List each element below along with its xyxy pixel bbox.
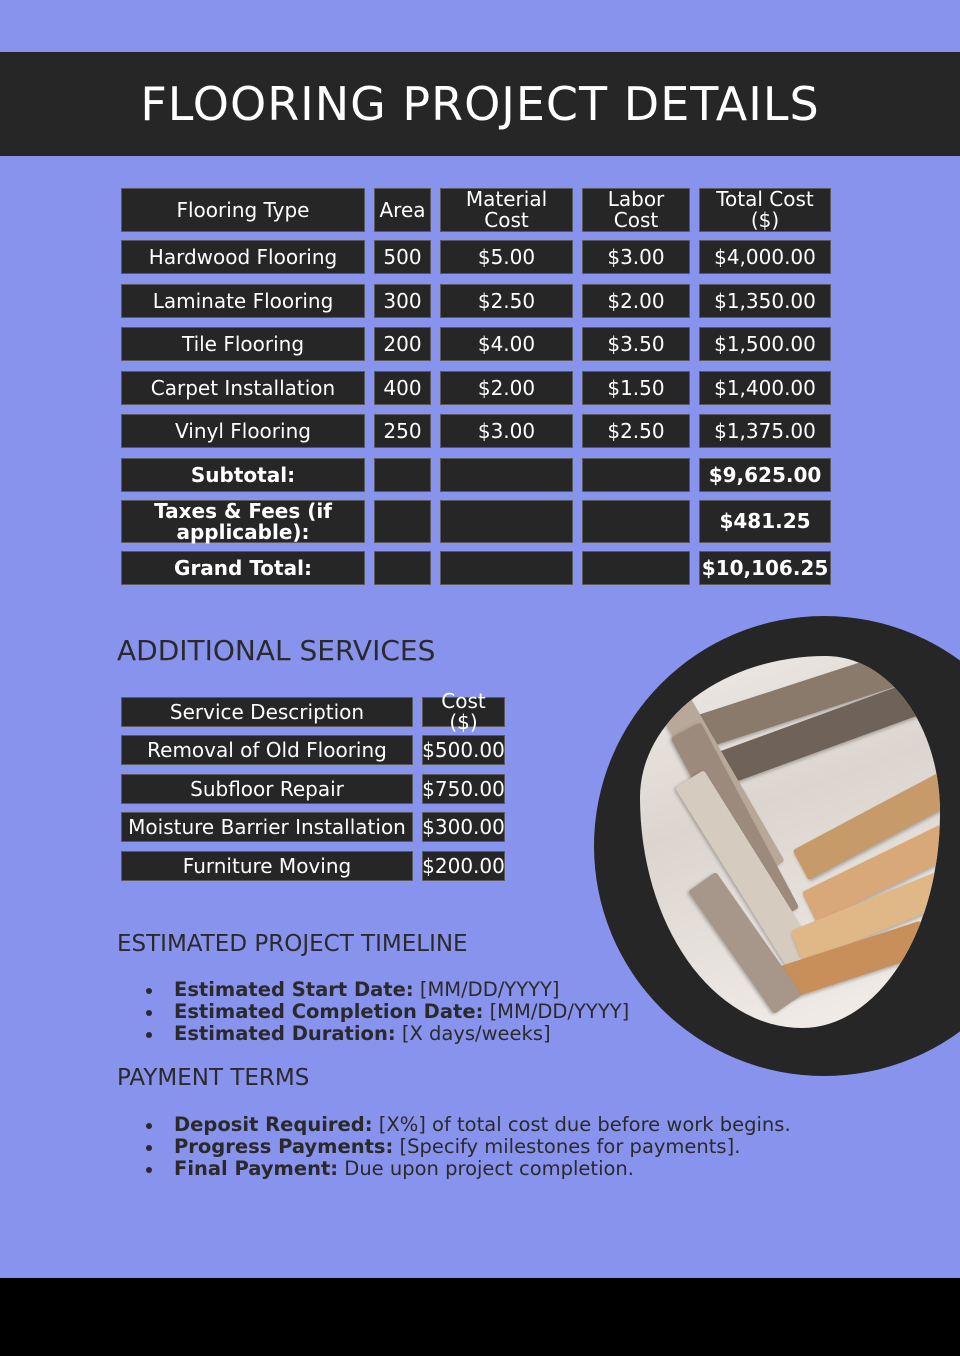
table-cell-labor: $2.50: [582, 414, 690, 448]
item-value: [X%] of total cost due before work begins.: [372, 1113, 791, 1136]
page-title: FLOORING PROJECT DETAILS: [140, 77, 820, 131]
taxes-value: $481.25: [699, 500, 831, 543]
table-cell-labor: $2.00: [582, 284, 690, 318]
col-header-cost: Cost ($): [422, 697, 505, 727]
table-cell-total: $1,375.00: [699, 414, 831, 448]
grand-total-label: Grand Total:: [121, 551, 365, 585]
table-cell-material: $5.00: [440, 240, 573, 274]
subtotal-value: $9,625.00: [699, 458, 831, 492]
table-cell-material: $2.00: [440, 371, 573, 405]
taxes-label: Taxes & Fees (if applicable):: [121, 500, 365, 543]
empty-cell: [582, 458, 690, 492]
table-cell-type: Laminate Flooring: [121, 284, 365, 318]
footer-band: [0, 1278, 960, 1356]
table-cell-material: $3.00: [440, 414, 573, 448]
table-cell-material: $2.50: [440, 284, 573, 318]
section-title-payment-terms: PAYMENT TERMS: [117, 1065, 310, 1091]
item-label: Progress Payments:: [174, 1135, 394, 1158]
list-item: [117, 979, 629, 1001]
table-cell-cost: $200.00: [422, 851, 505, 881]
item-value: [MM/DD/YYYY]: [483, 1000, 630, 1023]
empty-cell: [374, 458, 431, 492]
title-banner: [0, 52, 960, 156]
list-item: [117, 1114, 791, 1136]
table-cell-area: 300: [374, 284, 431, 318]
item-value: Due upon project completion.: [338, 1157, 634, 1180]
item-value: [X days/weeks]: [395, 1022, 551, 1045]
item-label: Estimated Start Date:: [174, 978, 414, 1001]
item-value: [Specify milestones for payments].: [393, 1135, 741, 1158]
table-cell-type: Vinyl Flooring: [121, 414, 365, 448]
empty-cell: [440, 551, 573, 585]
table-cell-total: $1,350.00: [699, 284, 831, 318]
top-band: [0, 0, 960, 52]
empty-cell: [582, 500, 690, 543]
subtotal-label: Subtotal:: [121, 458, 365, 492]
item-label: Final Payment:: [174, 1157, 339, 1180]
table-cell-service: Subfloor Repair: [121, 774, 413, 804]
table-cell-total: $1,500.00: [699, 327, 831, 361]
table-cell-area: 250: [374, 414, 431, 448]
section-title-timeline: ESTIMATED PROJECT TIMELINE: [117, 931, 468, 957]
section-title-additional-services: ADDITIONAL SERVICES: [117, 634, 436, 667]
col-header-flooring-type: Flooring Type: [121, 188, 365, 232]
col-header-total-cost: Total Cost ($): [699, 188, 831, 232]
table-cell-labor: $1.50: [582, 371, 690, 405]
empty-cell: [374, 500, 431, 543]
list-item: [117, 1158, 791, 1180]
table-cell-cost: $500.00: [422, 735, 505, 765]
table-cell-service: Moisture Barrier Installation: [121, 812, 413, 842]
table-cell-cost: $750.00: [422, 774, 505, 804]
empty-cell: [440, 500, 573, 543]
item-label: Estimated Completion Date:: [174, 1000, 484, 1023]
col-header-labor-cost: Labor Cost: [582, 188, 690, 232]
grand-total-value: $10,106.25: [699, 551, 831, 585]
table-cell-type: Tile Flooring: [121, 327, 365, 361]
timeline-list: [117, 979, 629, 1045]
table-cell-area: 500: [374, 240, 431, 274]
table-cell-service: Furniture Moving: [121, 851, 413, 881]
table-cell-labor: $3.50: [582, 327, 690, 361]
table-cell-type: Carpet Installation: [121, 371, 365, 405]
list-item: [117, 1023, 629, 1045]
table-cell-area: 200: [374, 327, 431, 361]
list-item: [117, 1001, 629, 1023]
col-header-material-cost: Material Cost: [440, 188, 573, 232]
table-cell-total: $1,400.00: [699, 371, 831, 405]
table-cell-cost: $300.00: [422, 812, 505, 842]
payment-list: [117, 1114, 791, 1180]
table-cell-labor: $3.00: [582, 240, 690, 274]
item-label: Estimated Duration:: [174, 1022, 396, 1045]
item-label: Deposit Required:: [174, 1113, 373, 1136]
table-cell-service: Removal of Old Flooring: [121, 735, 413, 765]
col-header-area: Area: [374, 188, 431, 232]
table-cell-area: 400: [374, 371, 431, 405]
table-cell-total: $4,000.00: [699, 240, 831, 274]
list-item: [117, 1136, 791, 1158]
table-cell-material: $4.00: [440, 327, 573, 361]
empty-cell: [582, 551, 690, 585]
empty-cell: [374, 551, 431, 585]
item-value: [MM/DD/YYYY]: [413, 978, 560, 1001]
col-header-service-description: Service Description: [121, 697, 413, 727]
empty-cell: [440, 458, 573, 492]
table-cell-type: Hardwood Flooring: [121, 240, 365, 274]
